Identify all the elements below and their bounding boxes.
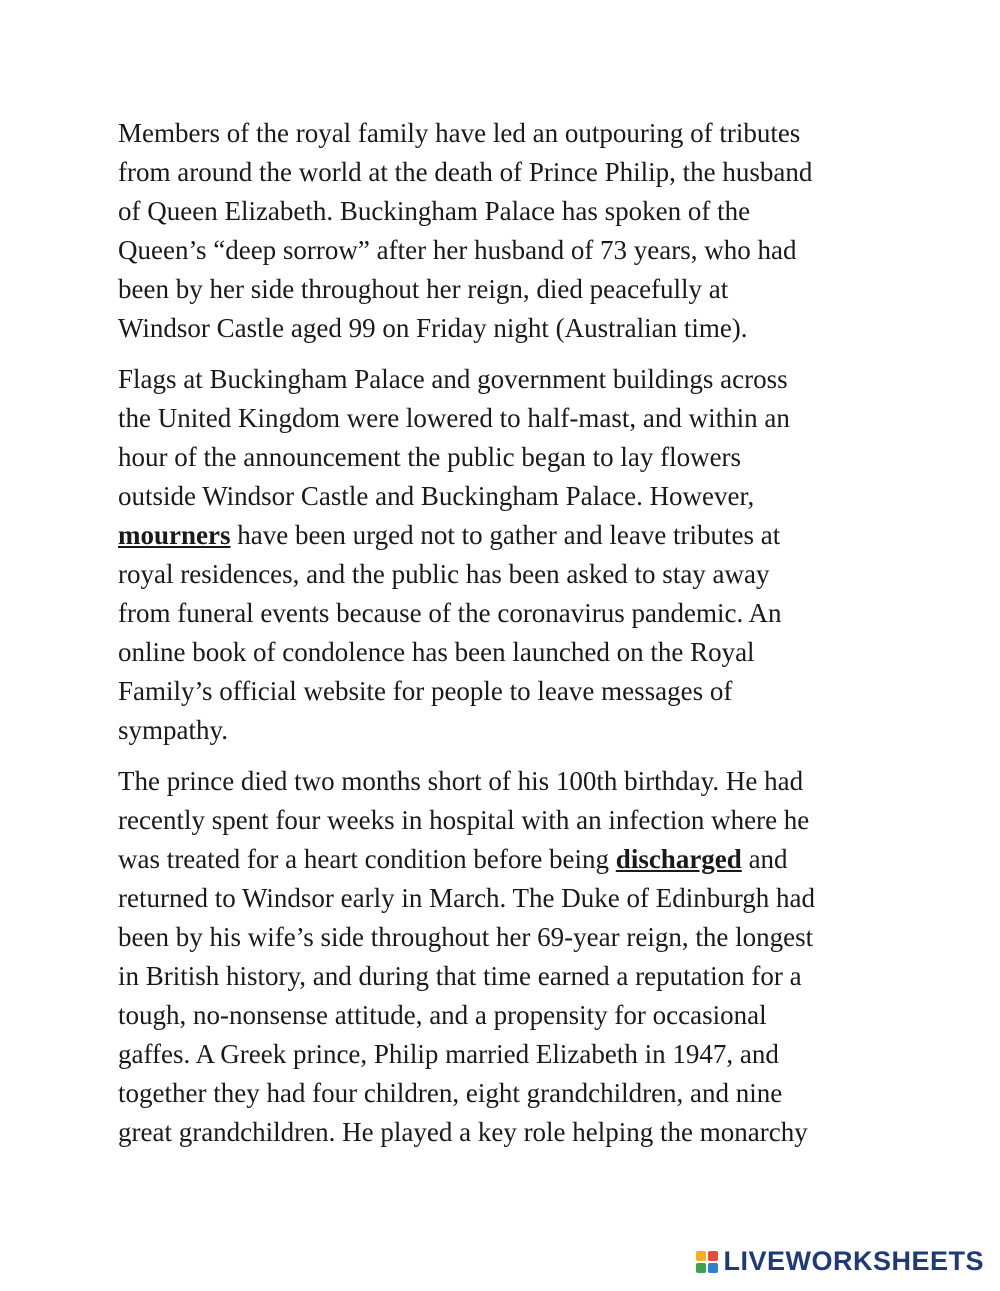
text-line: great grandchildren. He played a key role helping the monarchy — [118, 1117, 808, 1147]
text-fragment: have been urged not to gather and leave tributes at — [230, 520, 781, 550]
vocab-word-discharged: discharged — [615, 844, 742, 874]
liveworksheets-logo-icon — [696, 1251, 718, 1273]
text-line — [118, 516, 898, 555]
text-line: together they had four children, eight grandchildren, and nine — [118, 1078, 783, 1108]
text-fragment: was treated for a heart condition before being — [118, 844, 616, 874]
paragraph-3 — [118, 762, 898, 1152]
text-line: sympathy. — [118, 715, 228, 745]
text-line: returned to Windsor early in March. The Duke of Edinburgh had — [118, 883, 815, 913]
text-line: Windsor Castle aged 99 on Friday night (Australian time). — [118, 313, 748, 343]
text-line: gaffes. A Greek prince, Philip married Elizabeth in 1947, and — [118, 1039, 779, 1069]
paragraph-2 — [118, 360, 898, 750]
text-line: hour of the announcement the public began to lay flowers — [118, 442, 742, 472]
text-line: been by his wife’s side throughout her 69-year reign, the longest — [118, 922, 814, 952]
text-line: Members of the royal family have led an outpouring of tributes — [118, 118, 801, 148]
text-line: Queen’s “deep sorrow” after her husband of 73 years, who had — [118, 235, 797, 265]
text-line: Flags at Buckingham Palace and government buildings across — [118, 364, 788, 394]
text-line: in British history, and during that time earned a reputation for a — [118, 961, 802, 991]
text-line: the United Kingdom were lowered to half-mast, and within an — [118, 403, 790, 433]
text-line: outside Windsor Castle and Buckingham Palace. However, — [118, 481, 755, 511]
text-line: tough, no-nonsense attitude, and a propensity for occasional — [118, 1000, 767, 1030]
text-line — [118, 840, 898, 879]
liveworksheets-footer[interactable] — [696, 1246, 984, 1277]
text-line: from funeral events because of the coronavirus pandemic. An — [118, 598, 782, 628]
paragraph-1 — [118, 114, 898, 348]
text-line: royal residences, and the public has been asked to stay away — [118, 559, 770, 589]
text-line: The prince died two months short of his 100th birthday. He had — [118, 766, 804, 796]
text-line: been by her side throughout her reign, died peacefully at — [118, 274, 729, 304]
brand-name: LIVEWORKSHEETS — [723, 1246, 984, 1276]
text-fragment: and — [741, 844, 788, 874]
text-line: Family’s official website for people to leave messages of — [118, 676, 733, 706]
text-line: recently spent four weeks in hospital with an infection where he — [118, 805, 810, 835]
text-line: from around the world at the death of Prince Philip, the husband — [118, 157, 813, 187]
text-line: online book of condolence has been launched on the Royal — [118, 637, 755, 667]
document-body — [118, 114, 898, 1164]
vocab-word-mourners: mourners — [118, 520, 231, 550]
text-line: of Queen Elizabeth. Buckingham Palace has spoken of the — [118, 196, 751, 226]
